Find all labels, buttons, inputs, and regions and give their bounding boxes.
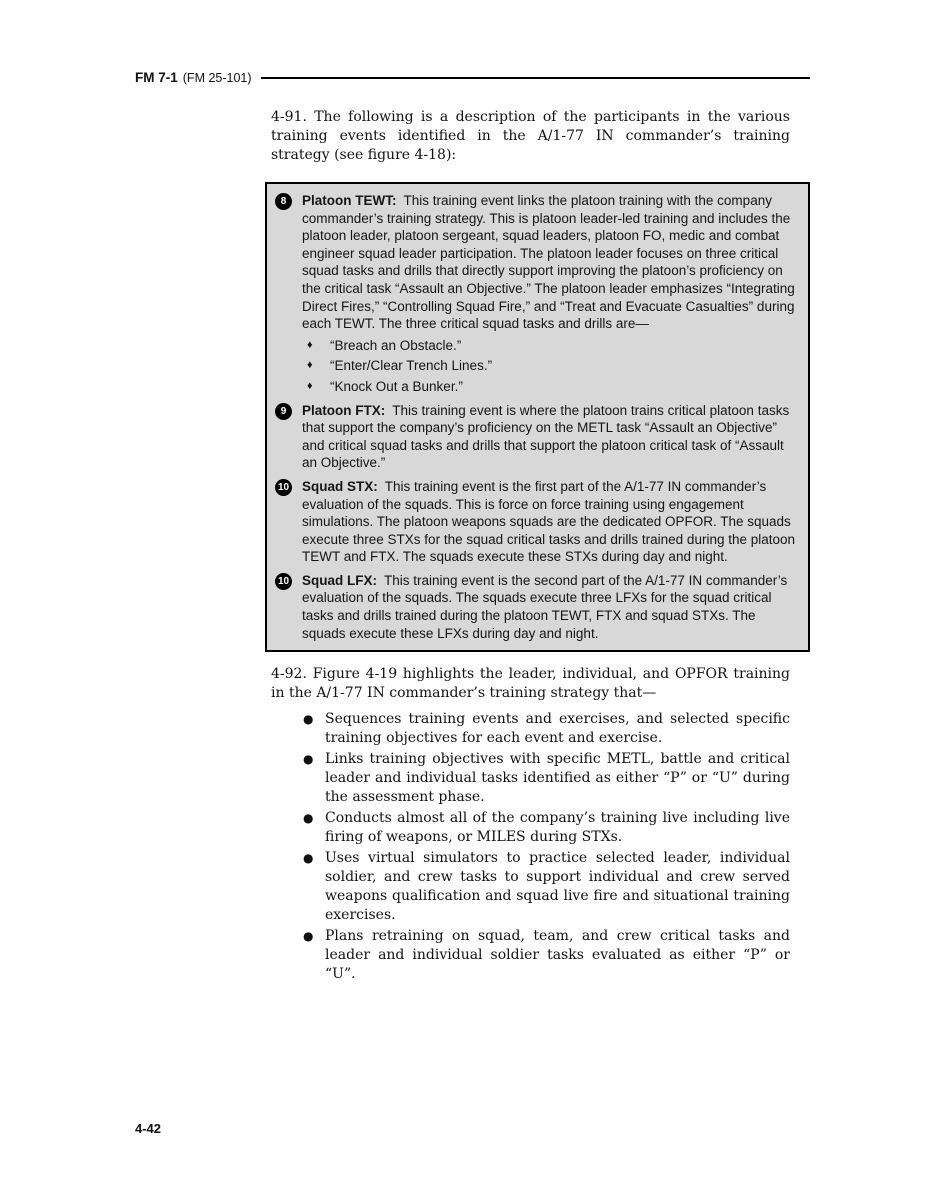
event-label: Platoon TEWT: [302,193,397,208]
event-text: This training event links the platoon training with the company commander’s training strategy. This is platoon leader-led training and includes the platoon leader, platoon sergeant, squad leaders, platoon FO, medic and combat engineer squad leader participation. The platoon leader focuses on three critical squad tasks and drills that directly support improving the platoon’s proficiency on the critical task “Assault an Objective.” The platoon leader emphasizes “Integrating Direct Fires,” “Controlling Squad Fire,” and “Treat and Evacuate Casualties” during each TEWT. The three critical squad tasks and drills are— [302,193,795,332]
bullet-text: Sequences training events and exercises, and selected specific training objectives for each event and exercise. [325,711,790,747]
training-event-item [275,192,799,396]
bullet-icon: ● [303,712,314,727]
diamond-bullet-icon: ♦ [307,379,313,392]
header-rule [261,77,810,80]
diamond-bullet-icon: ♦ [307,359,313,372]
sub-bullet-item [304,337,799,355]
event-label: Platoon FTX: [302,402,386,418]
paragraph-4-91: 4-91. The following is a description of the participants in the various training events identified in the A/1-77 IN commander’s training strategy (see figure 4-18): [271,109,790,163]
event-label: Squad STX: [302,478,378,494]
list-item [271,710,790,748]
list-item [271,927,790,984]
training-event-item [275,402,799,472]
page-footer [135,1121,161,1136]
bullet-icon: ● [303,752,314,767]
sub-bullet-list [302,337,799,396]
event-text: This training event is the first part of the A/1-77 IN commander’s evaluation of the squads. This is force on force training using engagement simulations. The platoon weapons squads are the dedicated OPFOR. The squads execute three STXs for the squad critical tasks and drills trained during the platoon TEWT and FTX. The squads execute these STXs during day and night. [302,478,796,565]
circled-number-icon: 10 [275,573,292,590]
list-item [271,809,790,847]
bullet-list [271,710,790,984]
event-label: Squad LFX: [302,572,377,588]
training-events-box [265,182,810,652]
doc-reference: (FM 25-101) [182,70,252,85]
bullet-icon: ● [303,811,314,826]
bullet-text: Links training objectives with specific METL, battle and critical leader and individual tasks identified as either “P” or “U” during the assessment phase. [325,751,790,806]
list-item [271,849,790,925]
doc-number: FM 7-1 [135,70,178,85]
bullet-text: Plans retraining on squad, team, and crew critical tasks and leader and individual soldier tasks evaluated as either “P” or “U”. [325,928,790,983]
bullet-icon: ● [303,929,314,944]
page-body [265,108,810,986]
circled-number-icon: 8 [275,193,292,210]
circled-number-icon: 10 [275,479,292,496]
page-header [135,70,810,85]
sub-bullet-item [304,357,799,375]
circled-number-icon: 9 [275,403,292,420]
bullet-icon: ● [303,851,314,866]
sub-bullet-text: “Enter/Clear Trench Lines.” [330,358,493,374]
training-event-item [275,572,799,642]
sub-bullet-text: “Breach an Obstacle.” [330,337,462,353]
bullet-text: Uses virtual simulators to practice selected leader, individual soldier, and crew tasks to support individual and crew served weapons qualification and squad live fire and situational training exercises. [325,850,790,924]
page-number: 4-42 [135,1121,162,1136]
event-text: This training event is where the platoon trains critical platoon tasks that support the company’s proficiency on the METL task “Assault an Objective” and critical squad tasks and drills that support the platoon critical task of “Assault an Objective.” [302,402,790,471]
training-event-item [275,478,799,566]
list-item [271,750,790,807]
diamond-bullet-icon: ♦ [307,338,313,351]
paragraph-4-92: 4-92. Figure 4-19 highlights the leader, individual, and OPFOR training in the A/1-77 IN commander’s training strategy that— [271,666,790,702]
bullet-text: Conducts almost all of the company’s training live including live firing of weapons, or MILES during STXs. [325,810,790,846]
sub-bullet-text: “Knock Out a Bunker.” [330,378,463,394]
event-text: This training event is the second part of the A/1-77 IN commander’s evaluation of the squads. The squads execute three LFXs for the squad critical tasks and drills trained during the platoon TEWT, FTX and squad STXs. The squads execute these LFXs during day and night. [302,572,788,641]
sub-bullet-item [304,378,799,396]
